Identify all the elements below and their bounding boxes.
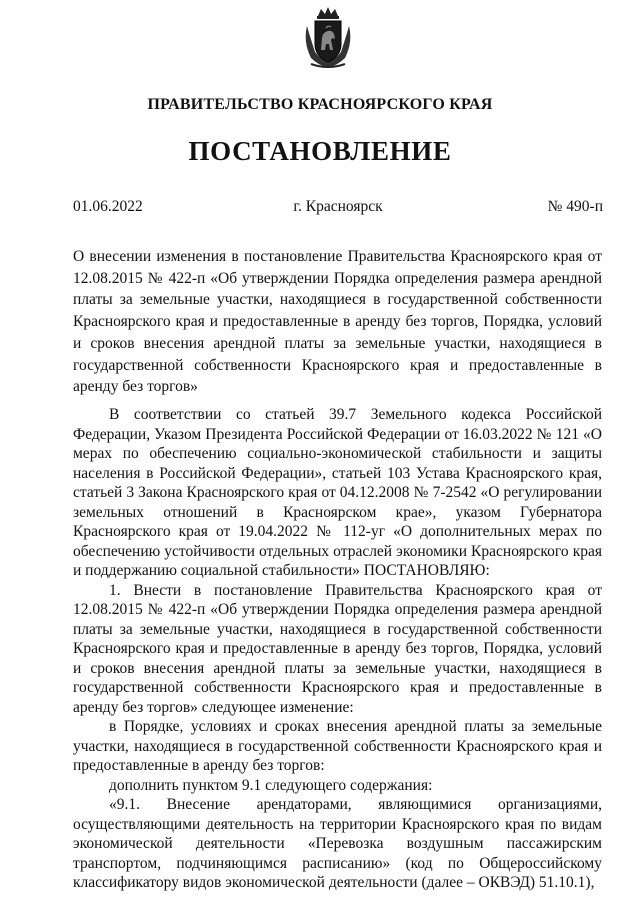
document-city: г. Красноярск bbox=[293, 198, 383, 215]
body-paragraph: В соответствии со статьей 39.7 Земельного кодекса Российской Федерации, Указом Президента Российской Федерации от 16.03.2022 № 121 «О мерах по обеспечению социально-экономической стабильности и защиты населения в Российской Федерации», статьей 103 Устава Красноярского края, статьей 3 Закона Красноярского края от 04.12.2008 № 7-2542 «О регулировании земельных отношений в Красноярском крае», указом Губернатора Красноярского края от 19.04.2022 № 112-уг «О дополнительных мерах по обеспечению устойчивости отдельных отраслей экономики Красноярского края и поддержанию социальной стабильности» ПОСТАНОВЛЯЮ: bbox=[73, 406, 602, 579]
body-paragraph: «9.1. Внесение арендаторами, являющимися организациями, осуществляющими деятельность на территории Красноярского края по видам экономической деятельности «Перевозка воздушным пассажирским транспортом, подчиняющимся расписанию» (код по Общероссийскому классификатору видов экономической деятельности (далее – ОКВЭД) 51.10.1), bbox=[73, 796, 602, 891]
coat-of-arms-icon bbox=[301, 6, 355, 70]
body-paragraph: дополнить пунктом 9.1 следующего содержания: bbox=[109, 776, 433, 794]
document-number: № 490-п bbox=[547, 198, 603, 215]
document-body bbox=[73, 405, 602, 893]
document-title: О внесении изменения в постановление Правительства Красноярского края от 12.08.2015 № 422-п «Об утверждении Порядка определения размера арендной платы за земельные участки, находящиеся в государственной собственности Красноярского края и предоставленные в аренду без торгов, Порядка, условий и сроков внесения арендной платы за земельные участки, находящиеся в государственной собственности Красноярского края и предоставленные в аренду без торгов» bbox=[73, 248, 602, 396]
organization-name: ПРАВИТЕЛЬСТВО КРАСНОЯРСКОГО КРАЯ bbox=[147, 96, 493, 113]
body-paragraph: в Порядке, условиях и сроках внесения арендной платы за земельные участки, находящиеся в государственной собственности Красноярского края и предоставленные в аренду без торгов: bbox=[73, 718, 602, 774]
document-meta bbox=[73, 198, 603, 218]
document-date: 01.06.2022 bbox=[73, 198, 143, 215]
document-type: ПОСТАНОВЛЕНИЕ bbox=[188, 136, 452, 166]
body-paragraph: 1. Внести в постановление Правительства Красноярского края от 12.08.2015 № 422-п «Об утверждении Порядка определения размера арендной платы за земельные участки, находящиеся в государственной собственности Красноярского края и предоставленные в аренду без торгов, Порядка, условий и сроков внесения арендной платы за земельные участки, находящиеся в государственной собственности Красноярского края и предоставленные в аренду без торгов» следующее изменение: bbox=[73, 581, 602, 716]
